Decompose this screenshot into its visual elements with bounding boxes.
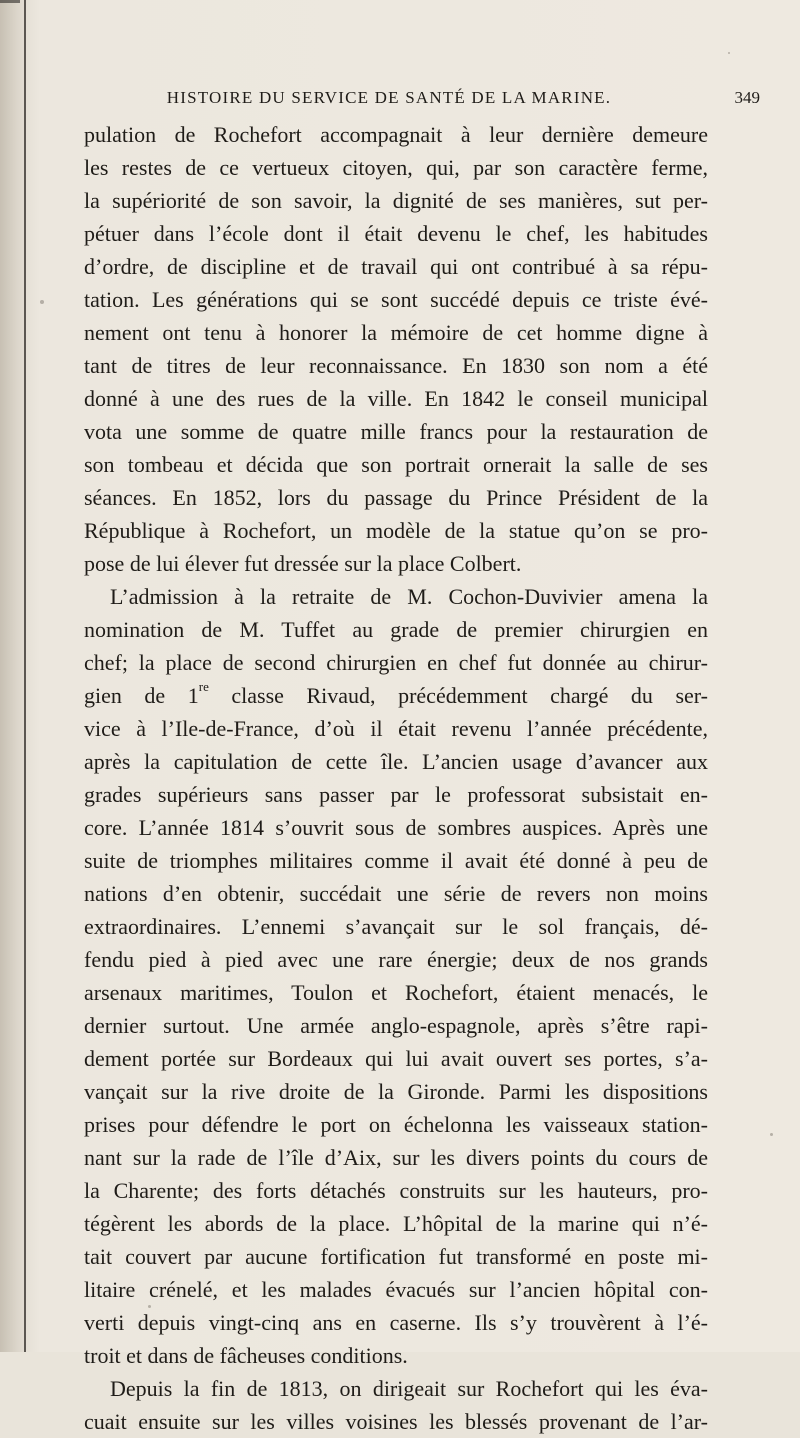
text-line: d’ordre, de discipline et de travail qui ont contribué à sa répu- (84, 254, 708, 279)
paper-speck (770, 1133, 773, 1136)
page-fold-line (24, 0, 26, 1352)
body-text (84, 118, 708, 1438)
text-line: la supériorité de son savoir, la dignité de ses manières, sut per- (84, 188, 708, 213)
text-line: extraordinaires. L’ennemi s’avançait sur le sol français, dé- (84, 914, 708, 939)
text-line-paragraph-end: pose de lui élever fut dressée sur la place Colbert. (84, 551, 522, 576)
ordinal-suffix: re (198, 679, 209, 694)
page-number: 349 (734, 88, 760, 107)
text-line: suite de triomphes militaires comme il avait été donné à peu de (84, 848, 708, 873)
running-title: HISTOIRE DU SERVICE DE SANTÉ DE LA MARINE. (166, 88, 612, 107)
text-fragment: gien de (84, 683, 188, 708)
text-line-paragraph-end: troit et dans de fâcheuses conditions. (84, 1343, 408, 1368)
paper-speck (728, 52, 730, 54)
text-line-paragraph-start: Depuis la fin de 1813, on dirigeait sur Rochefort qui les éva- (110, 1376, 708, 1401)
text-line: chef; la place de second chirurgien en chef fut donnée au chirur- (84, 650, 708, 675)
text-line: vançait sur la rive droite de la Gironde. Parmi les dispositions (84, 1079, 708, 1104)
text-line: nant sur la rade de l’île d’Aix, sur les divers points du cours de (84, 1145, 708, 1170)
text-line: nations d’en obtenir, succédait une série de revers non moins (84, 881, 708, 906)
text-line: prises pour défendre le port on échelonna les vaisseaux station- (84, 1112, 708, 1137)
text-line: core. L’année 1814 s’ouvrit sous de sombres auspices. Après une (84, 815, 708, 840)
binding-shadow (0, 0, 26, 1352)
text-line-with-ordinal (84, 679, 708, 712)
text-line: les restes de ce vertueux citoyen, qui, par son caractère ferme, (84, 155, 708, 180)
text-line: dernier surtout. Une armée anglo-espagnole, après s’être rapi- (84, 1013, 708, 1038)
text-line: litaire crénelé, et les malades évacués sur l’ancien hôpital con- (84, 1277, 708, 1302)
text-line: tégèrent les abords de la place. L’hôpital de la marine qui n’é- (84, 1211, 708, 1236)
text-line: République à Rochefort, un modèle de la statue qu’on se pro- (84, 518, 708, 543)
text-line: son tombeau et décida que son portrait ornerait la salle de ses (84, 452, 708, 477)
text-line-paragraph-start: L’admission à la retraite de M. Cochon-Duvivier amena la (110, 584, 708, 609)
text-line: donné à une des rues de la ville. En 1842 le conseil municipal (84, 386, 708, 411)
text-line: cuait ensuite sur les villes voisines les blessés provenant de l’ar- (84, 1409, 708, 1434)
text-line: vice à l’Ile-de-France, d’où il était revenu l’année précédente, (84, 716, 708, 741)
text-line: vota une somme de quatre mille francs pour la restauration de (84, 419, 708, 444)
text-line: arsenaux maritimes, Toulon et Rochefort, étaient menacés, le (84, 980, 708, 1005)
text-line: fendu pied à pied avec une rare énergie; deux de nos grands (84, 947, 708, 972)
text-line: séances. En 1852, lors du passage du Prince Président de la (84, 485, 708, 510)
text-line: tation. Les générations qui se sont succédé depuis ce triste évé- (84, 287, 708, 312)
running-header (60, 86, 760, 110)
text-line: la Charente; des forts détachés construits sur les hauteurs, pro- (84, 1178, 708, 1203)
ordinal-number: 1 (187, 683, 199, 708)
paper-speck (40, 300, 44, 304)
text-line: après la capitulation de cette île. L’ancien usage d’avancer aux (84, 749, 708, 774)
text-fragment: classe Rivaud, précédemment chargé du ser- (208, 683, 708, 708)
text-line: pulation de Rochefort accompagnait à leur dernière demeure (84, 122, 708, 147)
text-line: dement portée sur Bordeaux qui lui avait ouvert ses portes, s’a- (84, 1046, 708, 1071)
text-line: tant de titres de leur reconnaissance. En 1830 son nom a été (84, 353, 708, 378)
text-line: pétuer dans l’école dont il était devenu le chef, les habitudes (84, 221, 708, 246)
paper-speck (148, 1305, 151, 1308)
corner-mark (0, 0, 20, 3)
text-line: grades supérieurs sans passer par le professorat subsistait en- (84, 782, 708, 807)
text-line: tait couvert par aucune fortification fut transformé en poste mi- (84, 1244, 708, 1269)
text-line: verti depuis vingt-cinq ans en caserne. Ils s’y trouvèrent à l’é- (84, 1310, 708, 1335)
text-line: nement ont tenu à honorer la mémoire de cet homme digne à (84, 320, 708, 345)
text-line: nomination de M. Tuffet au grade de premier chirurgien en (84, 617, 708, 642)
